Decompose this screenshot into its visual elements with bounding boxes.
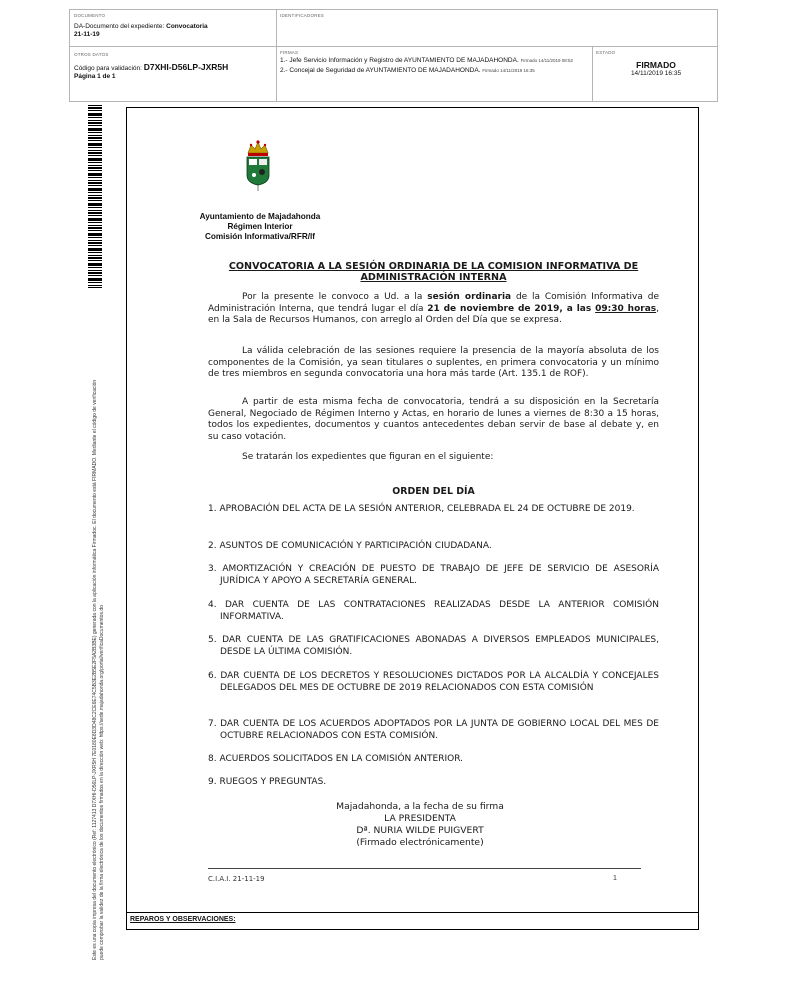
agenda-item: 3. AMORTIZACIÓN Y CREACIÓN DE PUESTO DE TRABAJO DE JEFE DE SERVICIO DE ASESORÍA JURÍDICA Y APOYO A SECRETARÍA GENERAL. (208, 564, 659, 586)
orden-del-dia-title: ORDEN DEL DÍA (392, 486, 475, 497)
paragraph-intro: Se tratarán los expedientes que figuran en el siguiente: (242, 452, 494, 462)
page-count: Página 1 de 1 (74, 73, 116, 80)
footer-page-number: 1 (613, 875, 617, 882)
firma-1: 1.- Jefe Servicio Información y Registro de AYUNTAMIENTO DE MAJADAHONDA. Firmado 14/11/2019 08:52 (280, 57, 574, 64)
barcode (88, 105, 102, 288)
document-title: CONVOCATORIA A LA SESIÓN ORDINARIA DE LA COMISION INFORMATIVA DE ADMINISTRACIÓN INTERNA (228, 261, 639, 283)
paragraph-documents: A partir de esta misma fecha de convocatoria, tendrá a su disposición en la Secretaría General, Negociado de Régimen Interno y Actas, en horario de lunes a viernes de 8:30 a 15 horas, todos los expedientes, documentos y cuantos antecedentes deban servir de base al debate y, en su caso votación. (208, 397, 659, 442)
institution-block (180, 212, 340, 242)
agenda-item: 4. DAR CUENTA DE LAS CONTRATACIONES REALIZADAS DESDE LA ANTERIOR COMISIÓN INFORMATIVA. (208, 600, 659, 622)
institution-ref: Comisión Informativa/RFR/lf (204, 232, 316, 241)
agenda-item: 9. RUEGOS Y PREGUNTAS. (208, 777, 327, 787)
paragraph-quorum: La válida celebración de las sesiones requiere la presencia de la mayoría absoluta de los componentes de la Comisión, ya sean titulares o suplentes, en primera convocatoria y un mínimo de tres miembros en segunda convocatoria una hora más tarde (Art. 135.1 de ROF). (208, 346, 659, 379)
footer-code: C.I.A.I. 21-11-19 (208, 875, 265, 883)
side-verification-text-2: puede comprobar la validez de la firma electrónica de los documentos firmados en la dirección web: https://sede.majadahonda.org/portal/verificaDocumentos.do (99, 605, 105, 960)
estado-value: FIRMADO (636, 60, 676, 70)
signature-note: (Firmado electrónicamente) (356, 837, 484, 848)
institution-dept: Régimen Interior (227, 222, 293, 231)
otros-datos-cell (74, 52, 228, 81)
agenda-item: 7. DAR CUENTA DE LOS ACUERDOS ADOPTADOS POR LA JUNTA DE GOBIERNO LOCAL DEL MES DE OCTUBRE RELACIONADOS CON ESTA COMISIÓN. (208, 719, 659, 741)
documento-label: DOCUMENTO (74, 13, 106, 18)
otros-datos-label: OTROS DATOS (74, 52, 109, 57)
validation-code: Código para validación: D7XHI-D56LP-JXR5H (74, 62, 229, 72)
signature-name: Dª. NURIA WILDE PUIGVERT (356, 825, 484, 836)
documento-cell (74, 13, 208, 39)
reparos-label: REPAROS Y OBSERVACIONES: (130, 916, 236, 923)
identificadores-label: IDENTIFICADORES (280, 13, 325, 18)
estado-label: ESTADO (596, 50, 616, 55)
paragraph-convocation: Por la presente le convoco a Ud. a la sesión ordinaria de la Comisión Informativa de Administración Interna, que tendrá lugar el día 21 de noviembre de 2019, a las 09:30 horas, en la Sala de Recursos Humanos, con arreglo al Orden del Día que se expresa. (208, 292, 659, 325)
signature-place-date: Majadahonda, a la fecha de su firma (336, 801, 504, 812)
agenda-item: 5. DAR CUENTA DE LAS GRATIFICACIONES ABONADAS A DIVERSOS EMPLEADOS MUNICIPALES, DESDE LA ÚLTIMA COMISIÓN. (208, 635, 659, 657)
agenda-item: 2. ASUNTOS DE COMUNICACIÓN Y PARTICIPACIÓN CIUDADANA. (208, 541, 492, 551)
coat-of-arms-icon (243, 139, 273, 201)
institution-name: Ayuntamiento de Majadahonda (199, 212, 321, 221)
signature-role: LA PRESIDENTA (384, 813, 456, 824)
firmas-label: FIRMAS (280, 50, 299, 55)
estado-cell (596, 50, 716, 77)
firmas-cell (280, 50, 590, 75)
documento-title: DA-Documento del expediente: Convocatoria (74, 23, 208, 30)
side-verification-text: Este es una copia impresa del documento electrónico (Ref: 1127413 D7XHI-D56LP-JXR5H 7E0180E8D3D48C2CE6E74C5B3E2B5E2F5A2B3BE) generada con la aplicación informática Firmadoc. El documento está FIRMADO. Mediante el código de verificación (92, 379, 98, 960)
firma-2: 2.- Concejal de Seguridad de AYUNTAMIENTO DE MAJADAHONDA. Firmado 14/11/2019 16:35 (280, 67, 535, 74)
agenda-item: 8. ACUERDOS SOLICITADOS EN LA COMISIÓN ANTERIOR. (208, 754, 464, 764)
agenda-item: 6. DAR CUENTA DE LOS DECRETOS Y RESOLUCIONES DICTADOS POR LA ALCALDÍA Y CONCEJALES DELEGADOS DEL MES DE OCTUBRE DE 2019 RELACIONADOS CON ESTA COMISIÓN (208, 671, 659, 693)
reparos-box (127, 912, 698, 929)
identificadores-cell (280, 13, 324, 18)
estado-date: 14/11/2019 16:35 (630, 70, 682, 77)
agenda-item: 1. APROBACIÓN DEL ACTA DE LA SESIÓN ANTERIOR, CELEBRADA EL 24 DE OCTUBRE DE 2019. (208, 504, 635, 514)
footer-divider (208, 868, 641, 869)
document-header (69, 9, 718, 102)
documento-code: 21-11-19 (74, 31, 100, 38)
